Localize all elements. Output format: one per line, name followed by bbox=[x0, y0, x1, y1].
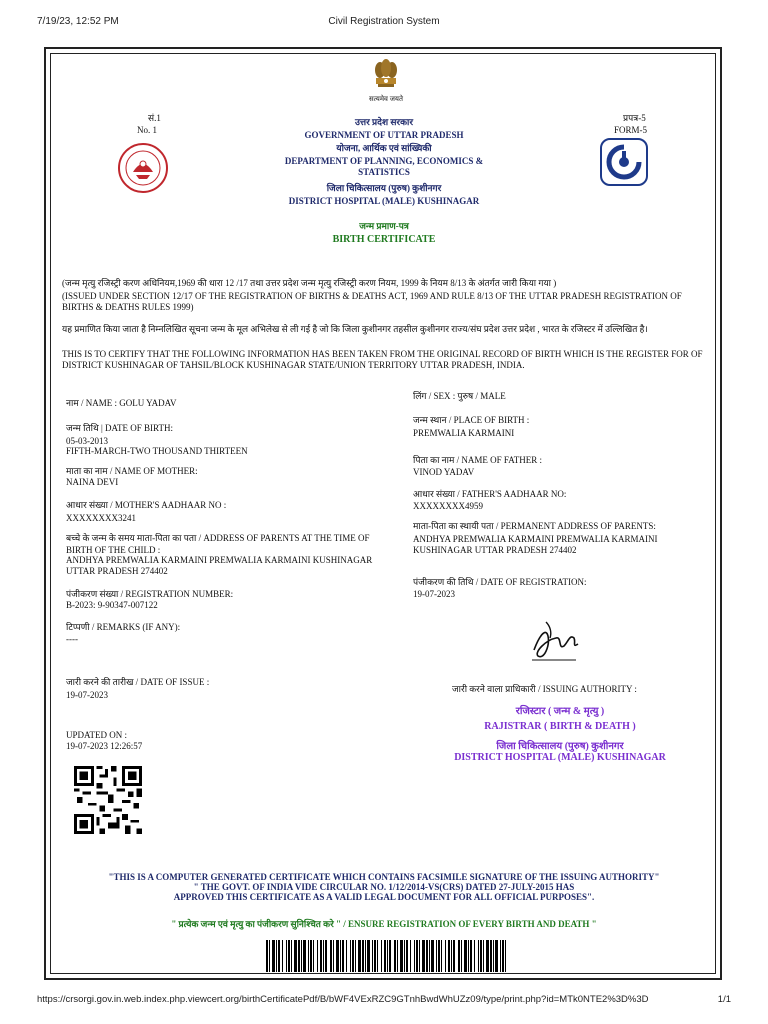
sex: लिंग / SEX : पुरुष / MALE bbox=[413, 391, 506, 401]
ensure-registration-slogan: " प्रत्येक जन्म एवं मृत्यु का पंजीकरण सुनिश्चित करे " / ENSURE REGISTRATION OF EVERY BIRTH AND DEATH " bbox=[171, 919, 597, 929]
up-govt-seal-icon bbox=[117, 142, 169, 194]
barcode-icon bbox=[266, 940, 506, 972]
print-url: https://crsorgi.gov.in.web.index.php.viewcert.org/birthCertificatePdf/B/bWF4VExRZC9GTnhBwdWhUZz09/type/print.php?id=MTk0NTE2%3D%3D bbox=[37, 994, 649, 1005]
updated-label: UPDATED ON : bbox=[66, 730, 128, 740]
print-datetime: 7/19/23, 12:52 PM bbox=[37, 16, 119, 27]
cert-title-hindi: जन्म प्रमाण-पत्र bbox=[359, 221, 409, 231]
hospital-english: DISTRICT HOSPITAL (MALE) KUSHINAGAR bbox=[288, 196, 480, 206]
authority-hospital-hindi: जिला चिकित्सालय (पुरुष) कुशीनगर bbox=[496, 741, 624, 752]
signature-icon bbox=[526, 616, 584, 668]
certify-english: THIS IS TO CERTIFY THAT THE FOLLOWING INFORMATION HAS BEEN TAKEN FROM THE ORIGINAL RECORD OF BIRTH WHICH IS THE REGISTER FOR OF DISTRICT KUSHINAGAR OF TAHSIL/BLOCK KUSHINAGAR STATE/UNION TERRITORY UTTAR PRADESH, INDIA. bbox=[62, 349, 703, 370]
cert-title-english: BIRTH CERTIFICATE bbox=[332, 234, 436, 245]
print-page-number: 1/1 bbox=[717, 994, 731, 1005]
computer-generated-note: "THIS IS A COMPUTER GENERATED CERTIFICATE WHICH CONTAINS FACSIMILE SIGNATURE OF THE ISSUING AUTHORITY" bbox=[108, 872, 660, 882]
national-emblem-icon bbox=[372, 58, 400, 94]
authority-hindi: रजिस्टार ( जन्म & मृत्यु ) bbox=[515, 706, 605, 717]
reg-date-label: पंजीकरण की तिथि / DATE OF REGISTRATION: bbox=[413, 577, 587, 587]
emblem-motto: सत्यमेव जयते bbox=[369, 95, 403, 103]
issued-under-hindi: (जन्म मृत्यु रजिस्ट्री करण अधिनियम,1969 की धारा 12 /17 तथा उत्तर प्रदेश जन्म मृत्यु रजिस्ट्री करण नियम, 1999 के नियम 8/13 के अंतर्गत जारी किया गया ) bbox=[62, 278, 557, 288]
mother-aadhaar-label: आधार संख्या / MOTHER'S AADHAAR NO : bbox=[66, 500, 227, 510]
updated-value: 19-07-2023 12:26:57 bbox=[66, 741, 143, 751]
circular-note-1: " THE GOVT. OF INDIA VIDE CIRCULAR NO. 1/12/2014-VS(CRS) DATED 27-JULY-2015 HAS bbox=[193, 882, 575, 892]
address-label-2: BIRTH OF THE CHILD : bbox=[66, 545, 161, 555]
remarks-value: ---- bbox=[66, 634, 78, 644]
father-value: VINOD YADAV bbox=[413, 467, 475, 477]
permanent-address-value-1: ANDHYA PREMWALIA KARMAINI PREMWALIA KARMAINI bbox=[413, 534, 658, 544]
print-page-title: Civil Registration System bbox=[328, 16, 440, 27]
issued-under-english: (ISSUED UNDER SECTION 12/17 OF THE REGISTRATION OF BIRTHS & DEATHS ACT, 1969 AND RULE 8/13 OF THE UTTAR PRADESH REGISTRATION OF BIRTHS & DEATHS RULES 1999) bbox=[62, 291, 682, 312]
address-label-1: बच्चे के जन्म के समय माता-पिता का पता / ADDRESS OF PARENTS AT THE TIME OF bbox=[66, 533, 370, 543]
reg-no-value: B-2023: 9-90347-007122 bbox=[66, 600, 158, 610]
mother-aadhaar-value: XXXXXXXX3241 bbox=[66, 513, 136, 523]
form-english: FORM-5 bbox=[614, 125, 648, 135]
dept-english-2: STATISTICS bbox=[358, 167, 410, 177]
mother-value: NAINA DEVI bbox=[66, 477, 119, 487]
address-value-2: UTTAR PRADESH 274402 bbox=[66, 566, 168, 576]
hospital-hindi: जिला चिकित्सालय (पुरुष) कुशीनगर bbox=[326, 183, 442, 193]
issue-date-value: 19-07-2023 bbox=[66, 690, 108, 700]
father-aadhaar-value: XXXXXXXX4959 bbox=[413, 501, 483, 511]
govt-english: GOVERNMENT OF UTTAR PRADESH bbox=[304, 130, 464, 140]
dob-words: FIFTH-MARCH-TWO THOUSAND THIRTEEN bbox=[66, 446, 248, 456]
pob-value: PREMWALIA KARMAINI bbox=[413, 428, 515, 438]
address-value-1: ANDHYA PREMWALIA KARMAINI PREMWALIA KARMAINI KUSHINAGAR bbox=[66, 555, 373, 565]
dept-hindi: योजना, आर्थिक एवं सांख्यिकी bbox=[336, 143, 432, 153]
dob-value: 05-03-2013 bbox=[66, 436, 108, 446]
pob-label: जन्म स्थान / PLACE OF BIRTH : bbox=[413, 415, 530, 425]
authority-label: जारी करने वाला प्राधिकारी / ISSUING AUTHORITY : bbox=[452, 684, 637, 694]
father-label: पिता का नाम / NAME OF FATHER : bbox=[413, 455, 542, 465]
serial-hindi: सं.1 bbox=[148, 113, 161, 123]
permanent-address-label: माता-पिता का स्थायी पता / PERMANENT ADDRESS OF PARENTS: bbox=[413, 521, 656, 531]
govt-hindi: उत्तर प्रदेश सरकार bbox=[354, 117, 414, 127]
authority-english: RAJISTRAR ( BIRTH & DEATH ) bbox=[484, 721, 636, 732]
reg-date-value: 19-07-2023 bbox=[413, 589, 455, 599]
qr-code-icon bbox=[72, 766, 144, 834]
reg-no-label: पंजीकरण संख्या / REGISTRATION NUMBER: bbox=[66, 589, 234, 599]
dept-english-1: DEPARTMENT OF PLANNING, ECONOMICS & bbox=[284, 156, 484, 166]
dob-label: जन्म तिथि | DATE OF BIRTH: bbox=[66, 423, 173, 433]
remarks-label: टिप्पणी / REMARKS (IF ANY): bbox=[66, 622, 181, 632]
permanent-address-value-2: KUSHINAGAR UTTAR PRADESH 274402 bbox=[413, 545, 577, 555]
child-name: नाम / NAME : GOLU YADAV bbox=[66, 398, 177, 408]
circular-note-2: APPROVED THIS CERTIFICATE AS A VALID LEGAL DOCUMENT FOR ALL OFFICIAL PURPOSES". bbox=[173, 892, 595, 902]
mother-label: माता का नाम / NAME OF MOTHER: bbox=[66, 466, 198, 476]
father-aadhaar-label: आधार संख्या / FATHER'S AADHAAR NO: bbox=[413, 489, 567, 499]
authority-hospital-english: DISTRICT HOSPITAL (MALE) KUSHINAGAR bbox=[454, 752, 666, 763]
serial-english: No. 1 bbox=[137, 125, 157, 135]
crs-logo-icon bbox=[600, 138, 648, 186]
form-hindi: प्रपत्र-5 bbox=[623, 113, 646, 123]
issue-date-label: जारी करने की तारीख / DATE OF ISSUE : bbox=[66, 677, 210, 687]
certify-hindi: यह प्रमाणित किया जाता है निम्नलिखित सूचना जन्म के मूल अभिलेख से ली गई है जो कि जिला कुशीनगर तहसील कुशीनगर राज्य/संघ प्रदेश उत्तर प्रदेश , भारत के रजिस्टर में उल्लिखित है। bbox=[62, 324, 648, 334]
